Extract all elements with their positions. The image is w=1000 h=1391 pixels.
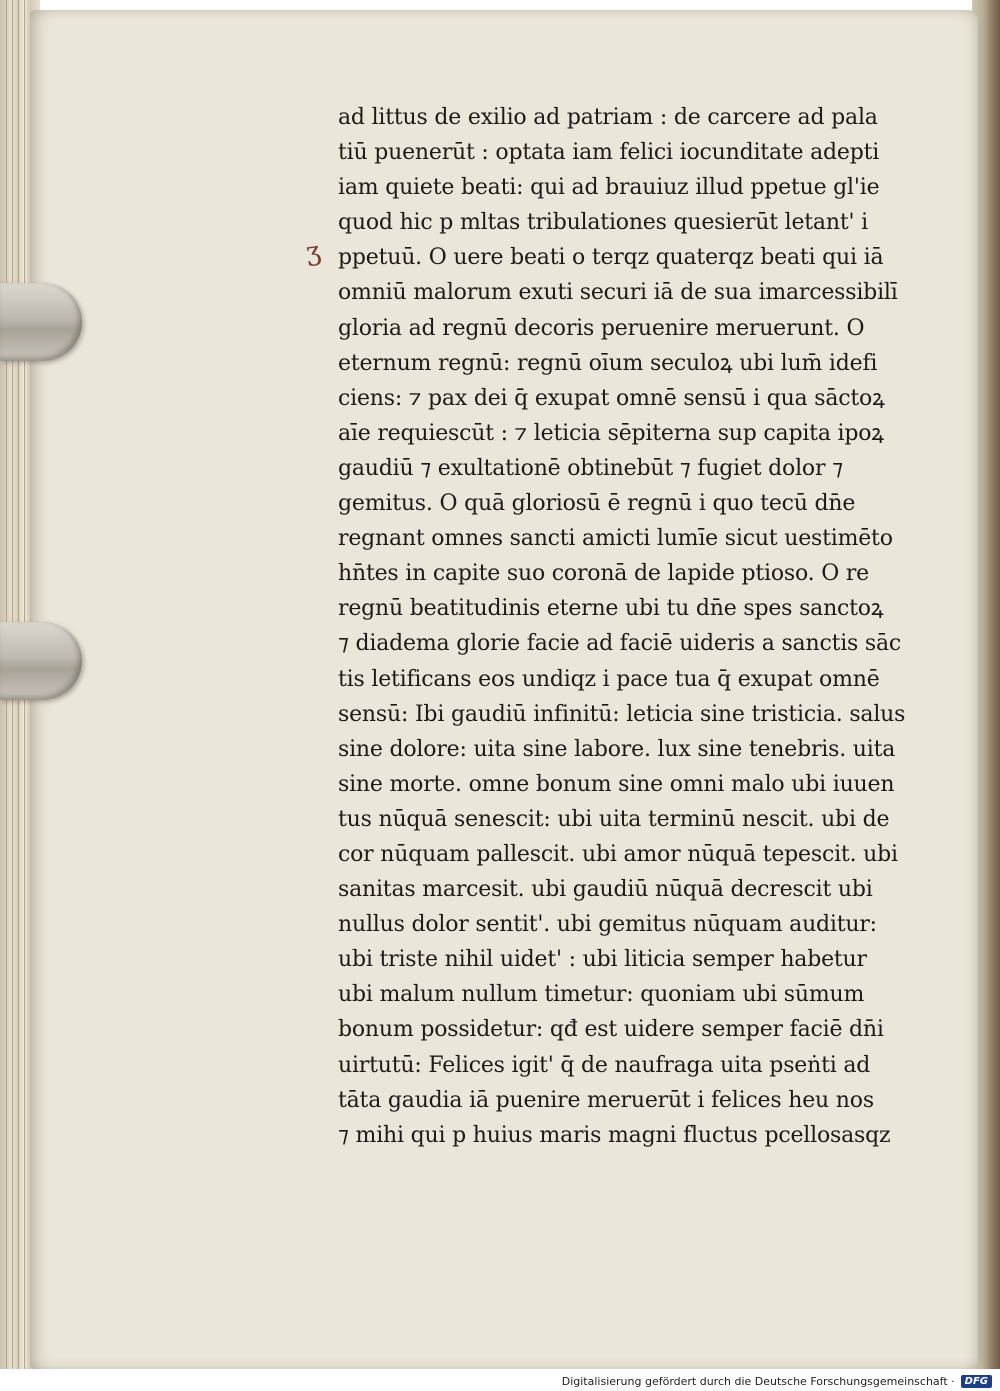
page-clip-bottom [0, 622, 82, 700]
text-line: omniū malorum exuti securi iā de sua imarcessibilī [338, 280, 898, 306]
text-line: eternum regnū: regnū oīum seculoꝝ ubi lum̄ idefi [338, 350, 878, 376]
text-line: regnant omnes sancti amicti lumīe sicut uestimēto [338, 526, 893, 552]
text-line: aīe requiescūt : ⁊ leticia sēpiterna sup capita ipoꝝ [338, 420, 884, 446]
marginal-annotation: ʒ [303, 236, 323, 268]
text-line: nullus dolor sentit'. ubi gemitus nūquam auditur: [338, 912, 877, 938]
page-clip-top [0, 283, 82, 361]
text-line: tus nūquā senescit: ubi uita terminū nescit. ubi de [338, 806, 890, 832]
text-line: sine morte. omne bonum sine omni malo ubi iuuen [338, 771, 895, 797]
text-line: uirtutū: Felices igit' q̄ de naufraga uita pseṅti ad [338, 1052, 871, 1078]
text-line: sanitas marcesit. ubi gaudiū nūquā decrescit ubi [338, 877, 873, 903]
page-text-block [338, 100, 906, 1153]
text-line: ad littus de exilio ad patriam : de carcere ad pala [338, 105, 878, 130]
text-line: quod hic p mltas tribulationes quesierūt letant' i [338, 210, 868, 236]
text-line: bonum possidetur: qđ est uidere semper faciē dn̄i [338, 1017, 884, 1043]
text-line: ubi malum nullum timetur: quoniam ubi sūmum [338, 982, 865, 1008]
text-line: gloria ad regnū decoris peruenire meruerunt. O [338, 315, 865, 341]
text-line: hn̄tes in capite suo coronā de lapide ptioso. O re [338, 561, 869, 587]
dfg-logo-icon: DFG [961, 1375, 992, 1388]
footer-credit [562, 1375, 992, 1388]
text-line: tis letificans eos undiqz i pace tua q̄ exupat omnē [338, 666, 880, 692]
text-line: ⁊ mihi qui p huius maris magni fluctus pcellosasqz [338, 1122, 891, 1148]
text-line: iam quiete beati: qui ad brauiuz illud ppetue gl'ie [338, 175, 880, 201]
text-line: sine dolore: uita sine labore. lux sine tenebris. uita [338, 736, 896, 762]
text-line: tiū puenerūt : optata iam felici iocunditate adepti [338, 140, 880, 166]
text-line: ppetuū. O uere beati o terqz quaterqz beati qui iā [338, 245, 884, 271]
text-line: ciens: ⁊ pax dei q̄ exupat omnē sensū i qua sāctoꝝ [338, 385, 885, 411]
text-line: ⁊ diadema glorie facie ad faciē uideris a sanctis sāc [338, 631, 902, 657]
text-line: ubi triste nihil uidet' : ubi liticia semper habetur [338, 947, 867, 973]
text-line: regnū beatitudinis eterne ubi tu dn̄e spes sanctoꝝ [338, 596, 884, 622]
footer-credit-text: Digitalisierung gefördert durch die Deutsche Forschungsgemeinschaft · [561, 1375, 955, 1388]
text-line: cor nūquam pallescit. ubi amor nūquā tepescit. ubi [338, 841, 898, 867]
text-line: tāta gaudia iā puenire meruerūt i felices heu nos [338, 1087, 874, 1113]
text-line: sensū: Ibi gaudiū infinitū: leticia sine tristicia. salus [338, 701, 906, 727]
text-line: gemitus. O quā gloriosū ē regnū i quo tecū dn̄e [338, 491, 856, 517]
text-line: gaudiū ⁊ exultationē obtinebūt ⁊ fugiet dolor ⁊ [338, 455, 843, 481]
